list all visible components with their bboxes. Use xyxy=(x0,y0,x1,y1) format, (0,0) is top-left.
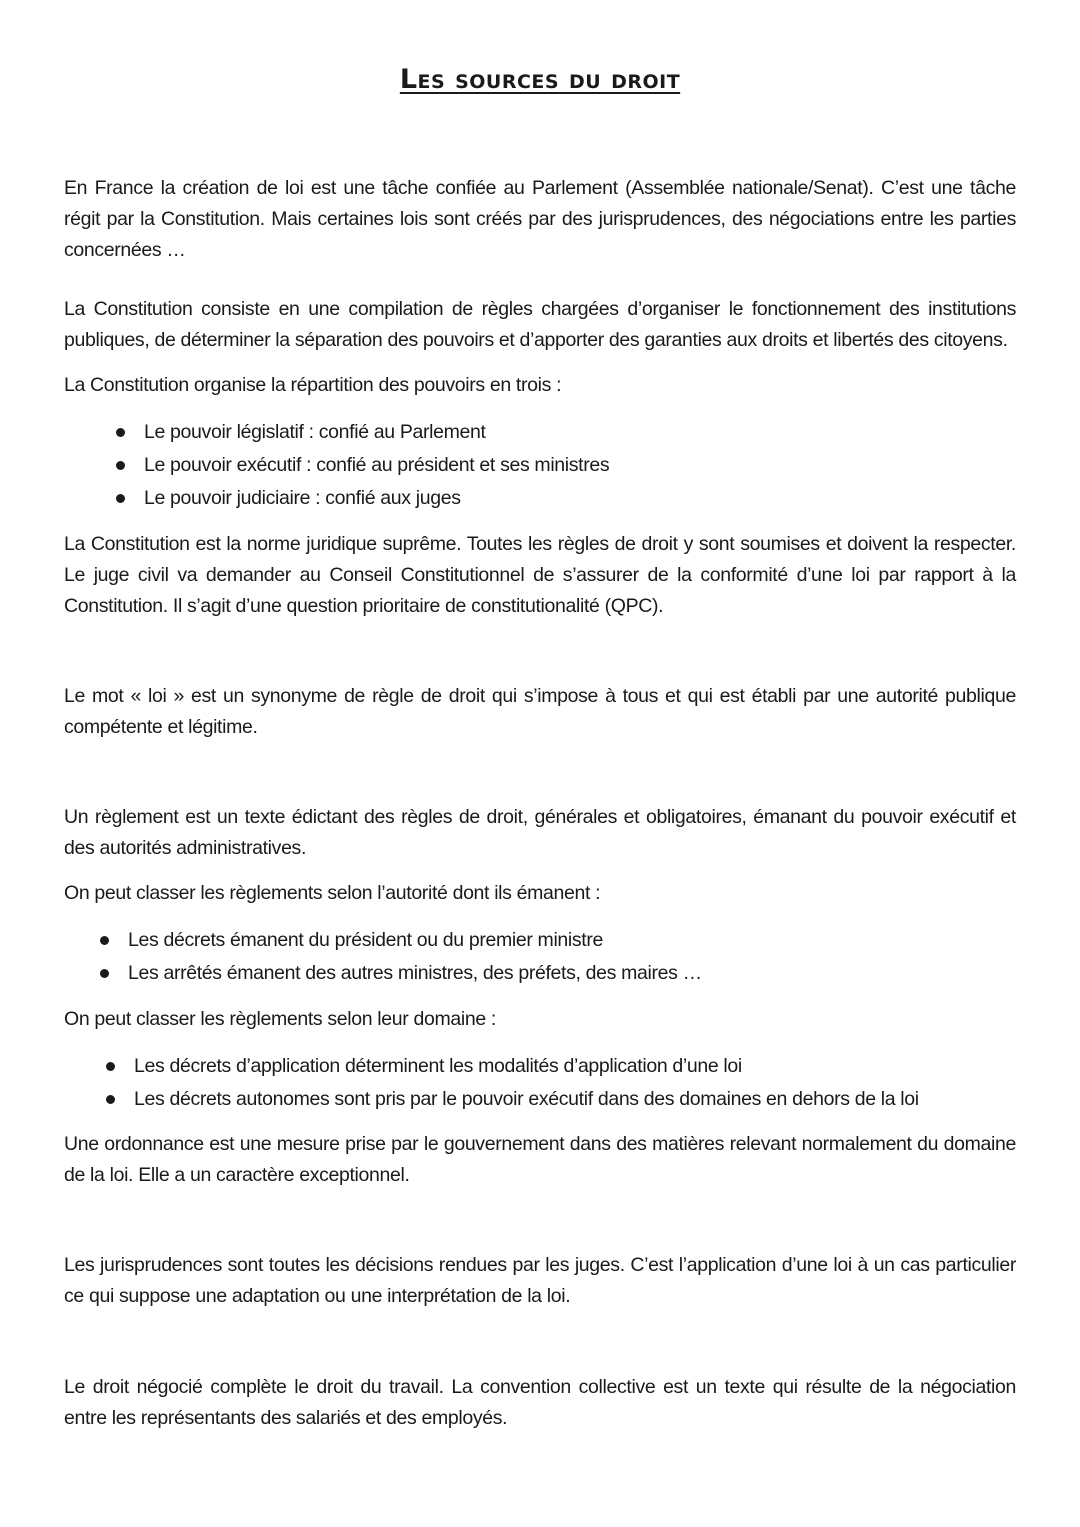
paragraph-intro: En France la création de loi est une tâche confiée au Parlement (Assemblée nationale/Senat). C’est une tâche régit par la Constitution. Mais certaines lois sont créés par des jurisprudences, des négociations entre les parties concernées … xyxy=(64,177,1016,261)
list-item: Le pouvoir législatif : confié au Parlement xyxy=(116,416,609,449)
bullet-icon xyxy=(116,428,125,437)
paragraph-droit-negocie-definition: Le droit négocié complète le droit du travail. La convention collective est un texte qui résulte de la négociation entre les représentants des salariés et des employés. xyxy=(64,1376,1016,1429)
list-item: Les décrets émanent du président ou du premier ministre xyxy=(100,924,702,957)
list-item: Les décrets autonomes sont pris par le pouvoir exécutif dans des domaines en dehors de la loi xyxy=(106,1083,919,1116)
list-item: Les décrets d’application déterminent les modalités d’application d’une loi xyxy=(106,1050,919,1083)
list-reglement-domain xyxy=(106,1050,919,1116)
paragraph-constitution-definition: La Constitution consiste en une compilation de règles chargées d’organiser le fonctionnement des institutions publiques, de déterminer la séparation des pouvoirs et d’apporter des garanties aux droits et libertés des citoyens. xyxy=(64,298,1016,351)
page-title xyxy=(0,64,1080,95)
bullet-icon xyxy=(100,969,109,978)
bullet-icon xyxy=(106,1095,115,1104)
list-item: Le pouvoir exécutif : confié au président et ses ministres xyxy=(116,449,609,482)
paragraph-loi-definition: Le mot « loi » est un synonyme de règle de droit qui s’impose à tous et qui est établi par une autorité publique compétente et légitime. xyxy=(64,685,1016,738)
bullet-icon xyxy=(106,1062,115,1071)
bullet-icon xyxy=(116,494,125,503)
page-title-text: Les sources du droit xyxy=(399,64,681,95)
paragraph-powers-intro: La Constitution organise la répartition des pouvoirs en trois : xyxy=(64,374,562,396)
list-item: Les arrêtés émanent des autres ministres, des préfets, des maires … xyxy=(100,957,702,990)
paragraph-reglement-domain-intro: On peut classer les règlements selon leur domaine : xyxy=(64,1008,496,1030)
list-reglement-authority xyxy=(100,924,702,990)
paragraph-constitution-norm: La Constitution est la norme juridique suprême. Toutes les règles de droit y sont soumises et doivent la respecter. Le juge civil va demander au Conseil Constitutionnel de s’assurer de la conformité d’une loi par rapport à la Constitution. Il s’agit d’une question prioritaire de constitutionalité (QPC). xyxy=(64,533,1016,617)
list-item: Le pouvoir judiciaire : confié aux juges xyxy=(116,482,609,515)
paragraph-jurisprudence-definition: Les jurisprudences sont toutes les décisions rendues par les juges. C’est l’application d’une loi à un cas particulier ce qui suppose une adaptation ou une interprétation de la loi. xyxy=(64,1254,1016,1307)
list-powers xyxy=(116,416,609,515)
bullet-icon xyxy=(100,936,109,945)
paragraph-reglement-definition: Un règlement est un texte édictant des règles de droit, générales et obligatoires, émanant du pouvoir exécutif et des autorités administratives. xyxy=(64,806,1016,859)
paragraph-reglement-authority-intro: On peut classer les règlements selon l’autorité dont ils émanent : xyxy=(64,882,601,904)
paragraph-ordonnance-definition: Une ordonnance est une mesure prise par le gouvernement dans des matières relevant normalement du domaine de la loi. Elle a un caractère exceptionnel. xyxy=(64,1133,1016,1186)
bullet-icon xyxy=(116,461,125,470)
